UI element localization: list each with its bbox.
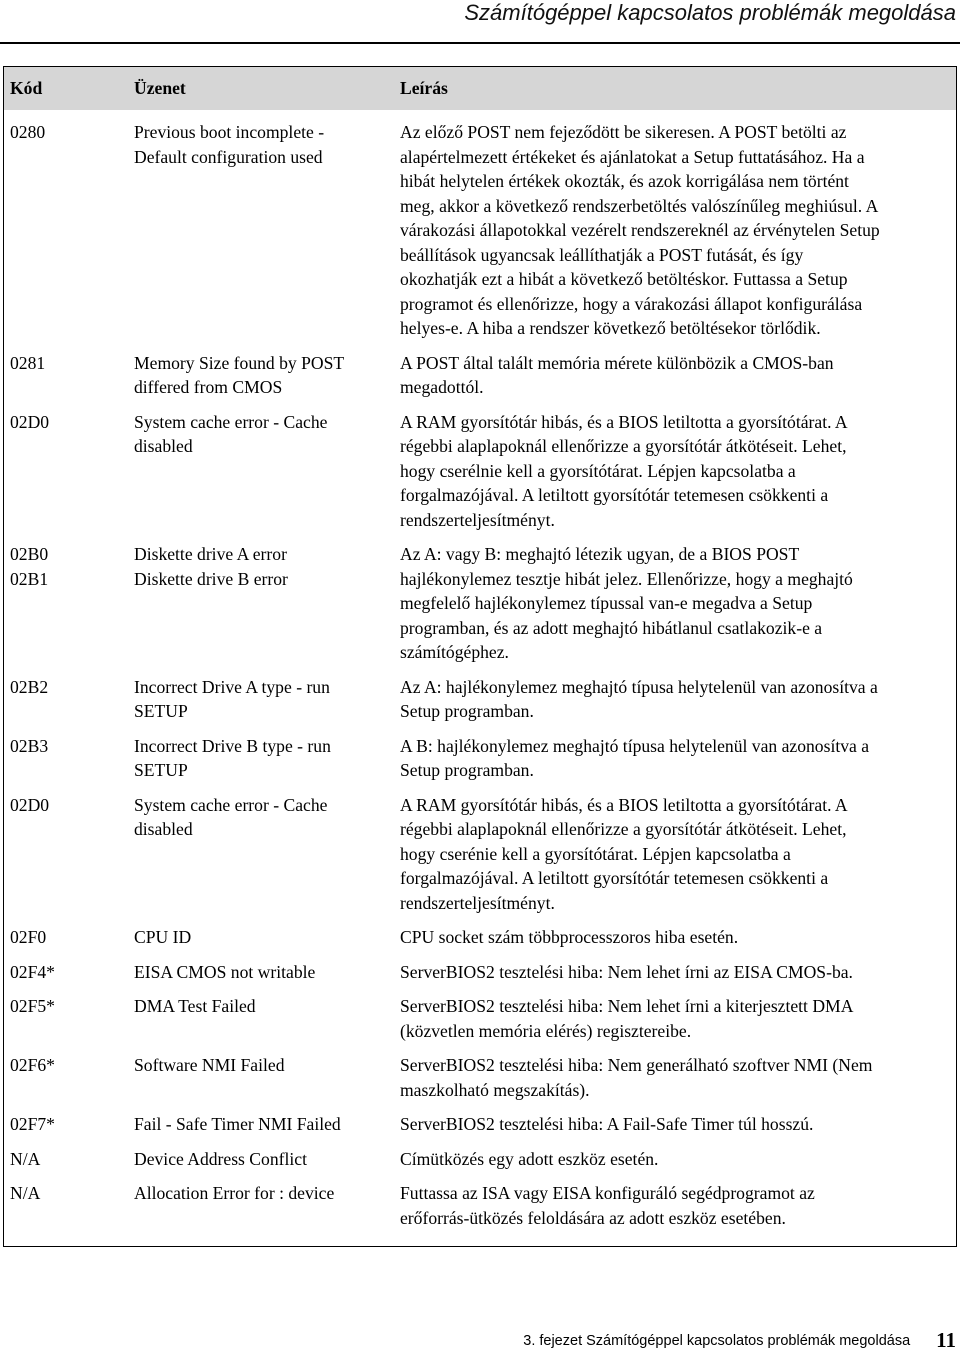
column-header-code: Kód bbox=[4, 67, 129, 111]
cell-code: 0280 bbox=[10, 122, 46, 142]
cell-message: Allocation Error for : device bbox=[134, 1183, 335, 1203]
cell-code: 02F7* bbox=[10, 1114, 55, 1134]
table-row bbox=[4, 341, 957, 400]
cell-code: 02F6* bbox=[10, 1055, 55, 1075]
cell-description: ServerBIOS2 tesztelési hiba: Nem lehet írni az EISA CMOS-ba. bbox=[400, 961, 853, 982]
cell-description: Az A: hajlékonylemez meghajtó típusa helytelenül van azonosítva a Setup programban. bbox=[400, 676, 878, 721]
table-body bbox=[4, 110, 957, 1247]
table-row bbox=[4, 1137, 957, 1172]
cell-code: 02B2 bbox=[10, 676, 49, 697]
table-row bbox=[4, 400, 957, 533]
table-row bbox=[4, 783, 957, 916]
header-rule bbox=[0, 42, 960, 44]
cell-message: Previous boot incomplete - Default configuration used bbox=[134, 122, 325, 167]
cell-code: 02F0 bbox=[10, 927, 47, 947]
footer-chapter-title: 3. fejezet Számítógéppel kapcsolatos problémák megoldása bbox=[523, 1333, 911, 1349]
cell-code: 02D0 bbox=[10, 794, 50, 815]
cell-code: N/A bbox=[10, 1148, 41, 1169]
cell-message: Diskette drive A error Diskette drive B error bbox=[134, 544, 288, 589]
cell-description: ServerBIOS2 tesztelési hiba: Nem generálható szoftver NMI (Nem maszkolható megszakítás). bbox=[400, 1055, 873, 1100]
cell-message: Device Address Conflict bbox=[134, 1148, 307, 1169]
cell-message: Memory Size found by POST differed from CMOS bbox=[134, 352, 345, 397]
cell-message: System cache error - Cache disabled bbox=[134, 794, 328, 839]
table-row bbox=[4, 915, 957, 950]
cell-code: 02B0 02B1 bbox=[10, 544, 49, 589]
table-row bbox=[4, 724, 957, 783]
cell-code: 02D0 bbox=[10, 411, 50, 432]
column-header-message: Üzenet bbox=[128, 67, 394, 111]
cell-description: ServerBIOS2 tesztelési hiba: Nem lehet írni a kiterjesztett DMA (közvetlen memória elérés) regisztereibe. bbox=[400, 996, 854, 1041]
table-header-row bbox=[4, 67, 957, 111]
cell-description: A RAM gyorsítótár hibás, és a BIOS letiltotta a gyorsítótárat. A régebbi alaplapoknál ellenőrizze a gyorsítótár átkötéseit. Lehet, hogy cserélnie kell a gyorsítótárat. Lépjen kapcsolatba a forgalmazójával. A letiltott gyorsítótár tetemesen csökkenti a rendszerteljesítményt. bbox=[400, 411, 848, 530]
error-code-table bbox=[3, 66, 957, 1247]
table-row bbox=[4, 1171, 957, 1247]
cell-code: 02F5* bbox=[10, 996, 55, 1016]
cell-description: A B: hajlékonylemez meghajtó típusa helytelenül van azonosítva a Setup programban. bbox=[400, 735, 870, 780]
table-row bbox=[4, 1043, 957, 1102]
cell-code: N/A bbox=[10, 1183, 41, 1203]
cell-code: 02F4* bbox=[10, 961, 55, 982]
cell-description: Futtassa az ISA vagy EISA konfiguráló segédprogramot az erőforrás-ütközés feloldására az adott eszköz esetében. bbox=[400, 1183, 815, 1228]
cell-code: 0281 bbox=[10, 352, 46, 373]
table-row bbox=[4, 984, 957, 1043]
cell-message: Fail - Safe Timer NMI Failed bbox=[134, 1114, 341, 1134]
cell-message: Incorrect Drive B type - run SETUP bbox=[134, 735, 331, 780]
cell-description: CPU socket szám többprocesszoros hiba esetén. bbox=[400, 927, 739, 947]
running-header: Számítógéppel kapcsolatos problémák megoldása bbox=[464, 0, 956, 25]
cell-description: Az előző POST nem fejeződött be sikeresen. A POST betölti az alapértelmezett értékeket és ajánlatokat a Setup futtatásához. Ha a hibát helytelen értékek okozták, és azok korrigálása nem történt meg, akkor a következő rendszerbetöltés valószínűleg meghiúsul. A várakozási állapotokkal vezérelt rendszereknél az érvénytelen Setup beállítások ugyancsak leállíthatják a POST futását, és így okozhatják ezt a hibát a következő betöltéskor. Futtassa a Setup programot és ellenőrizze, hogy a várakozási állapot konfigurálása helyes-e. A hiba a rendszer következő betöltésekor törlődik. bbox=[400, 122, 880, 338]
table-row bbox=[4, 110, 957, 341]
table-row bbox=[4, 532, 957, 665]
page-footer bbox=[0, 1328, 956, 1353]
cell-description: A RAM gyorsítótár hibás, és a BIOS letiltotta a gyorsítótárat. A régebbi alaplapoknál ellenőrizze a gyorsítótár átkötéseit. Lehet, hogy cserénie kell a gyorsítótárat. Lépjen kapcsolatba a forgalmazójával. A letiltott gyorsítótár tetemesen csökkenti a rendszerteljesítményt. bbox=[400, 794, 848, 913]
table-row bbox=[4, 1102, 957, 1137]
cell-description: Címütközés egy adott eszköz esetén. bbox=[400, 1148, 659, 1169]
table-row bbox=[4, 665, 957, 724]
cell-message: CPU ID bbox=[134, 927, 192, 947]
cell-code: 02B3 bbox=[10, 735, 49, 756]
column-header-description: Leírás bbox=[394, 67, 957, 111]
table-row bbox=[4, 950, 957, 985]
page-number: 11 bbox=[936, 1328, 956, 1352]
cell-message: Incorrect Drive A type - run SETUP bbox=[134, 676, 330, 721]
cell-description: Az A: vagy B: meghajtó létezik ugyan, de a BIOS POST hajlékonylemez tesztje hibát jelez. Ellenőrizze, hogy a meghajtó megfelelő hajlékonylemez típussal van-e megadva a Setup programban, és az adott meghajtó hibátlanul csatlakozik-e a számítógéphez. bbox=[400, 544, 853, 662]
cell-message: DMA Test Failed bbox=[134, 996, 256, 1016]
cell-description: A POST által talált memória mérete különbözik a CMOS-ban megadottól. bbox=[400, 352, 834, 397]
cell-message: EISA CMOS not writable bbox=[134, 961, 316, 982]
cell-message: Software NMI Failed bbox=[134, 1055, 285, 1075]
cell-message: System cache error - Cache disabled bbox=[134, 411, 328, 456]
cell-description: ServerBIOS2 tesztelési hiba: A Fail-Safe Timer túl hosszú. bbox=[400, 1114, 814, 1134]
